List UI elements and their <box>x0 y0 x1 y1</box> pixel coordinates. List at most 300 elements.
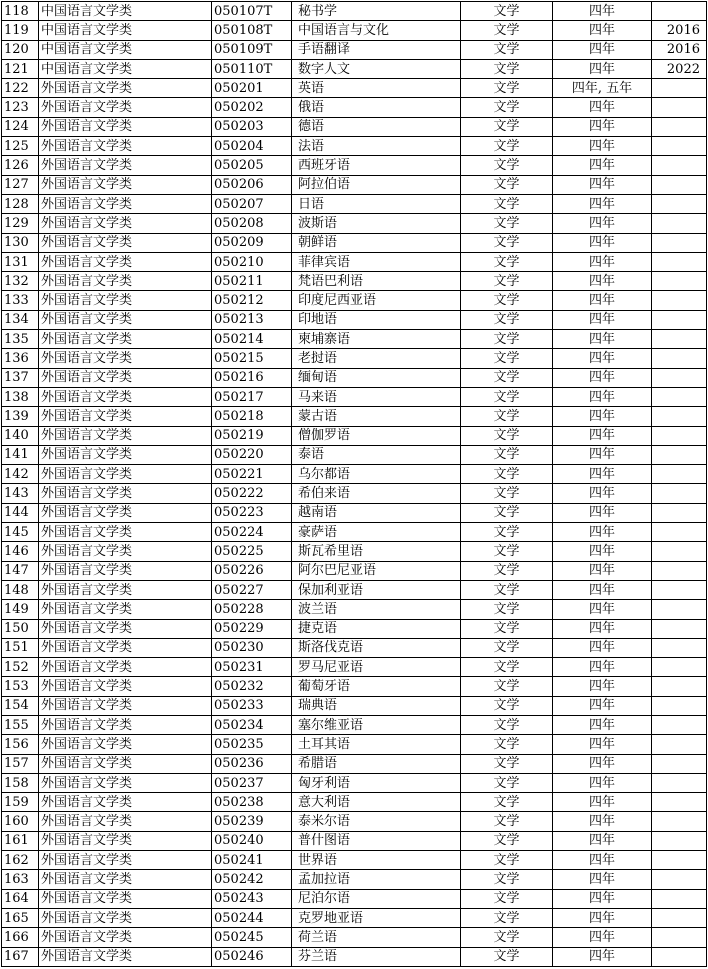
category-cell: 外国语言文学类 <box>39 638 212 657</box>
table-row <box>2 156 707 175</box>
year-added-cell <box>652 137 707 156</box>
code-cell: 050202 <box>212 98 292 117</box>
category-cell: 外国语言文学类 <box>39 117 212 136</box>
table-row <box>2 407 707 426</box>
year-added-cell <box>652 407 707 426</box>
category-cell: 外国语言文学类 <box>39 889 212 908</box>
category-cell: 外国语言文学类 <box>39 793 212 812</box>
category-cell: 外国语言文学类 <box>39 812 212 831</box>
category-cell: 外国语言文学类 <box>39 426 212 445</box>
major-name-cell: 罗马尼亚语 <box>292 658 461 677</box>
code-cell: 050233 <box>212 696 292 715</box>
duration-cell: 四年 <box>553 426 652 445</box>
major-name-cell: 蒙古语 <box>292 407 461 426</box>
discipline-cell: 文学 <box>461 696 553 715</box>
category-cell: 外国语言文学类 <box>39 98 212 117</box>
row-number: 124 <box>2 117 39 136</box>
table-row <box>2 773 707 792</box>
category-cell: 中国语言文学类 <box>39 2 212 21</box>
year-added-cell <box>652 426 707 445</box>
year-added-cell <box>652 214 707 233</box>
major-name-cell: 菲律宾语 <box>292 252 461 271</box>
discipline-cell: 文学 <box>461 793 553 812</box>
table-row <box>2 677 707 696</box>
duration-cell: 四年 <box>553 445 652 464</box>
code-cell: 050228 <box>212 600 292 619</box>
discipline-cell: 文学 <box>461 214 553 233</box>
code-cell: 050204 <box>212 137 292 156</box>
code-cell: 050215 <box>212 349 292 368</box>
discipline-cell: 文学 <box>461 465 553 484</box>
table-row <box>2 754 707 773</box>
category-cell: 外国语言文学类 <box>39 580 212 599</box>
code-cell: 050237 <box>212 773 292 792</box>
code-cell: 050238 <box>212 793 292 812</box>
table-row <box>2 908 707 927</box>
category-cell: 外国语言文学类 <box>39 928 212 947</box>
table-row <box>2 330 707 349</box>
table-row <box>2 137 707 156</box>
year-added-cell <box>652 851 707 870</box>
table-row <box>2 503 707 522</box>
row-number: 133 <box>2 291 39 310</box>
discipline-cell: 文学 <box>461 484 553 503</box>
major-name-cell: 法语 <box>292 137 461 156</box>
discipline-cell: 文学 <box>461 233 553 252</box>
table-row <box>2 658 707 677</box>
table-row <box>2 233 707 252</box>
row-number: 142 <box>2 465 39 484</box>
table-row <box>2 387 707 406</box>
code-cell: 050226 <box>212 561 292 580</box>
discipline-cell: 文学 <box>461 619 553 638</box>
year-added-cell <box>652 503 707 522</box>
discipline-cell: 文学 <box>461 754 553 773</box>
discipline-cell: 文学 <box>461 272 553 291</box>
major-name-cell: 普什图语 <box>292 831 461 850</box>
year-added-cell <box>652 754 707 773</box>
discipline-cell: 文学 <box>461 503 553 522</box>
code-cell: 050110T <box>212 59 292 78</box>
code-cell: 050239 <box>212 812 292 831</box>
category-cell: 外国语言文学类 <box>39 600 212 619</box>
code-cell: 050203 <box>212 117 292 136</box>
table-row <box>2 947 707 966</box>
table-row <box>2 870 707 889</box>
code-cell: 050216 <box>212 368 292 387</box>
major-name-cell: 老挝语 <box>292 349 461 368</box>
table-row <box>2 812 707 831</box>
category-cell: 外国语言文学类 <box>39 947 212 966</box>
duration-cell: 四年 <box>553 677 652 696</box>
row-number: 147 <box>2 561 39 580</box>
discipline-cell: 文学 <box>461 735 553 754</box>
table-row <box>2 465 707 484</box>
row-number: 138 <box>2 387 39 406</box>
discipline-cell: 文学 <box>461 947 553 966</box>
row-number: 128 <box>2 194 39 213</box>
discipline-cell: 文学 <box>461 330 553 349</box>
year-added-cell: 2016 <box>652 40 707 59</box>
category-cell: 外国语言文学类 <box>39 194 212 213</box>
major-name-cell: 孟加拉语 <box>292 870 461 889</box>
code-cell: 050201 <box>212 79 292 98</box>
major-name-cell: 梵语巴利语 <box>292 272 461 291</box>
discipline-cell: 文学 <box>461 715 553 734</box>
major-name-cell: 阿尔巴尼亚语 <box>292 561 461 580</box>
table-body <box>2 2 707 967</box>
category-cell: 外国语言文学类 <box>39 715 212 734</box>
major-name-cell: 俄语 <box>292 98 461 117</box>
category-cell: 外国语言文学类 <box>39 291 212 310</box>
table-row <box>2 59 707 78</box>
row-number: 120 <box>2 40 39 59</box>
row-number: 134 <box>2 310 39 329</box>
table-row <box>2 79 707 98</box>
code-cell: 050211 <box>212 272 292 291</box>
year-added-cell <box>652 947 707 966</box>
major-name-cell: 阿拉伯语 <box>292 175 461 194</box>
year-added-cell <box>652 445 707 464</box>
duration-cell: 四年 <box>553 754 652 773</box>
year-added-cell <box>652 908 707 927</box>
major-name-cell: 数字人文 <box>292 59 461 78</box>
major-name-cell: 斯洛伐克语 <box>292 638 461 657</box>
category-cell: 外国语言文学类 <box>39 368 212 387</box>
major-name-cell: 手语翻译 <box>292 40 461 59</box>
major-name-cell: 日语 <box>292 194 461 213</box>
table-row <box>2 638 707 657</box>
code-cell: 050222 <box>212 484 292 503</box>
year-added-cell <box>652 812 707 831</box>
row-number: 152 <box>2 658 39 677</box>
row-number: 136 <box>2 349 39 368</box>
code-cell: 050223 <box>212 503 292 522</box>
discipline-cell: 文学 <box>461 137 553 156</box>
row-number: 157 <box>2 754 39 773</box>
major-name-cell: 芬兰语 <box>292 947 461 966</box>
row-number: 121 <box>2 59 39 78</box>
major-name-cell: 世界语 <box>292 851 461 870</box>
code-cell: 050219 <box>212 426 292 445</box>
code-cell: 050209 <box>212 233 292 252</box>
table-row <box>2 426 707 445</box>
row-number: 154 <box>2 696 39 715</box>
discipline-cell: 文学 <box>461 928 553 947</box>
duration-cell: 四年 <box>553 908 652 927</box>
row-number: 143 <box>2 484 39 503</box>
year-added-cell <box>652 619 707 638</box>
duration-cell: 四年 <box>553 387 652 406</box>
row-number: 123 <box>2 98 39 117</box>
category-cell: 外国语言文学类 <box>39 272 212 291</box>
row-number: 132 <box>2 272 39 291</box>
table-row <box>2 561 707 580</box>
year-added-cell <box>652 156 707 175</box>
duration-cell: 四年 <box>553 272 652 291</box>
table-row <box>2 291 707 310</box>
table-row <box>2 175 707 194</box>
row-number: 131 <box>2 252 39 271</box>
code-cell: 050242 <box>212 870 292 889</box>
year-added-cell <box>652 638 707 657</box>
duration-cell: 四年 <box>553 889 652 908</box>
discipline-cell: 文学 <box>461 638 553 657</box>
major-name-cell: 土耳其语 <box>292 735 461 754</box>
duration-cell: 四年 <box>553 928 652 947</box>
major-name-cell: 瑞典语 <box>292 696 461 715</box>
duration-cell: 四年 <box>553 98 652 117</box>
code-cell: 050109T <box>212 40 292 59</box>
major-name-cell: 荷兰语 <box>292 928 461 947</box>
code-cell: 050218 <box>212 407 292 426</box>
row-number: 125 <box>2 137 39 156</box>
category-cell: 外国语言文学类 <box>39 79 212 98</box>
row-number: 159 <box>2 793 39 812</box>
duration-cell: 四年 <box>553 793 652 812</box>
major-name-cell: 克罗地亚语 <box>292 908 461 927</box>
table-row <box>2 793 707 812</box>
row-number: 155 <box>2 715 39 734</box>
table-row <box>2 523 707 542</box>
category-cell: 外国语言文学类 <box>39 465 212 484</box>
year-added-cell <box>652 194 707 213</box>
duration-cell: 四年 <box>553 2 652 21</box>
row-number: 141 <box>2 445 39 464</box>
year-added-cell: 2022 <box>652 59 707 78</box>
category-cell: 外国语言文学类 <box>39 542 212 561</box>
code-cell: 050227 <box>212 580 292 599</box>
table-row <box>2 696 707 715</box>
discipline-cell: 文学 <box>461 851 553 870</box>
discipline-cell: 文学 <box>461 773 553 792</box>
category-cell: 外国语言文学类 <box>39 754 212 773</box>
category-cell: 外国语言文学类 <box>39 214 212 233</box>
year-added-cell <box>652 387 707 406</box>
code-cell: 050230 <box>212 638 292 657</box>
row-number: 129 <box>2 214 39 233</box>
code-cell: 050241 <box>212 851 292 870</box>
table-row <box>2 619 707 638</box>
row-number: 119 <box>2 21 39 40</box>
year-added-cell <box>652 272 707 291</box>
duration-cell: 四年 <box>553 330 652 349</box>
code-cell: 050235 <box>212 735 292 754</box>
duration-cell: 四年 <box>553 349 652 368</box>
discipline-cell: 文学 <box>461 2 553 21</box>
year-added-cell <box>652 330 707 349</box>
major-name-cell: 秘书学 <box>292 2 461 21</box>
table-row <box>2 484 707 503</box>
table-row <box>2 600 707 619</box>
category-cell: 外国语言文学类 <box>39 175 212 194</box>
major-name-cell: 中国语言与文化 <box>292 21 461 40</box>
category-cell: 外国语言文学类 <box>39 445 212 464</box>
row-number: 126 <box>2 156 39 175</box>
category-cell: 外国语言文学类 <box>39 851 212 870</box>
table-row <box>2 889 707 908</box>
year-added-cell <box>652 233 707 252</box>
year-added-cell <box>652 561 707 580</box>
code-cell: 050229 <box>212 619 292 638</box>
year-added-cell <box>652 310 707 329</box>
row-number: 167 <box>2 947 39 966</box>
table-row <box>2 831 707 850</box>
year-added-cell <box>652 715 707 734</box>
category-cell: 外国语言文学类 <box>39 735 212 754</box>
discipline-cell: 文学 <box>461 194 553 213</box>
major-name-cell: 捷克语 <box>292 619 461 638</box>
year-added-cell <box>652 368 707 387</box>
major-name-cell: 英语 <box>292 79 461 98</box>
table-row <box>2 715 707 734</box>
discipline-cell: 文学 <box>461 79 553 98</box>
row-number: 127 <box>2 175 39 194</box>
year-added-cell <box>652 523 707 542</box>
year-added-cell <box>652 831 707 850</box>
discipline-cell: 文学 <box>461 677 553 696</box>
table-row <box>2 117 707 136</box>
row-number: 161 <box>2 831 39 850</box>
year-added-cell <box>652 349 707 368</box>
row-number: 139 <box>2 407 39 426</box>
code-cell: 050240 <box>212 831 292 850</box>
major-name-cell: 保加利亚语 <box>292 580 461 599</box>
duration-cell: 四年 <box>553 175 652 194</box>
code-cell: 050220 <box>212 445 292 464</box>
table-row <box>2 21 707 40</box>
duration-cell: 四年, 五年 <box>553 79 652 98</box>
discipline-cell: 文学 <box>461 561 553 580</box>
major-name-cell: 柬埔寨语 <box>292 330 461 349</box>
category-cell: 外国语言文学类 <box>39 252 212 271</box>
year-added-cell <box>652 79 707 98</box>
category-cell: 外国语言文学类 <box>39 330 212 349</box>
duration-cell: 四年 <box>553 851 652 870</box>
category-cell: 外国语言文学类 <box>39 484 212 503</box>
code-cell: 050217 <box>212 387 292 406</box>
duration-cell: 四年 <box>553 214 652 233</box>
code-cell: 050231 <box>212 658 292 677</box>
discipline-cell: 文学 <box>461 407 553 426</box>
year-added-cell <box>652 542 707 561</box>
table-row <box>2 368 707 387</box>
table-row <box>2 310 707 329</box>
major-name-cell: 越南语 <box>292 503 461 522</box>
discipline-cell: 文学 <box>461 831 553 850</box>
duration-cell: 四年 <box>553 156 652 175</box>
discipline-cell: 文学 <box>461 812 553 831</box>
table-row <box>2 2 707 21</box>
year-added-cell <box>652 735 707 754</box>
duration-cell: 四年 <box>553 600 652 619</box>
duration-cell: 四年 <box>553 368 652 387</box>
major-name-cell: 乌尔都语 <box>292 465 461 484</box>
discipline-cell: 文学 <box>461 908 553 927</box>
discipline-cell: 文学 <box>461 175 553 194</box>
duration-cell: 四年 <box>553 947 652 966</box>
year-added-cell <box>652 484 707 503</box>
major-name-cell: 马来语 <box>292 387 461 406</box>
year-added-cell <box>652 600 707 619</box>
discipline-cell: 文学 <box>461 156 553 175</box>
discipline-cell: 文学 <box>461 368 553 387</box>
row-number: 163 <box>2 870 39 889</box>
category-cell: 中国语言文学类 <box>39 21 212 40</box>
duration-cell: 四年 <box>553 59 652 78</box>
row-number: 135 <box>2 330 39 349</box>
table-row <box>2 580 707 599</box>
duration-cell: 四年 <box>553 194 652 213</box>
table-row <box>2 40 707 59</box>
category-cell: 外国语言文学类 <box>39 407 212 426</box>
row-number: 118 <box>2 2 39 21</box>
category-cell: 外国语言文学类 <box>39 696 212 715</box>
code-cell: 050225 <box>212 542 292 561</box>
table-row <box>2 851 707 870</box>
discipline-cell: 文学 <box>461 889 553 908</box>
duration-cell: 四年 <box>553 773 652 792</box>
category-cell: 外国语言文学类 <box>39 310 212 329</box>
duration-cell: 四年 <box>553 523 652 542</box>
year-added-cell <box>652 889 707 908</box>
category-cell: 中国语言文学类 <box>39 59 212 78</box>
year-added-cell <box>652 773 707 792</box>
discipline-cell: 文学 <box>461 445 553 464</box>
major-name-cell: 豪萨语 <box>292 523 461 542</box>
year-added-cell <box>652 98 707 117</box>
category-cell: 外国语言文学类 <box>39 677 212 696</box>
code-cell: 050210 <box>212 252 292 271</box>
category-cell: 外国语言文学类 <box>39 387 212 406</box>
major-name-cell: 波兰语 <box>292 600 461 619</box>
year-added-cell <box>652 465 707 484</box>
discipline-cell: 文学 <box>461 870 553 889</box>
year-added-cell <box>652 658 707 677</box>
table-row <box>2 98 707 117</box>
category-cell: 外国语言文学类 <box>39 156 212 175</box>
table-row <box>2 272 707 291</box>
major-name-cell: 塞尔维亚语 <box>292 715 461 734</box>
code-cell: 050108T <box>212 21 292 40</box>
major-name-cell: 希伯来语 <box>292 484 461 503</box>
major-name-cell: 葡萄牙语 <box>292 677 461 696</box>
category-cell: 外国语言文学类 <box>39 658 212 677</box>
discipline-cell: 文学 <box>461 658 553 677</box>
duration-cell: 四年 <box>553 812 652 831</box>
duration-cell: 四年 <box>553 658 652 677</box>
category-cell: 外国语言文学类 <box>39 503 212 522</box>
row-number: 149 <box>2 600 39 619</box>
row-number: 158 <box>2 773 39 792</box>
discipline-cell: 文学 <box>461 40 553 59</box>
code-cell: 050224 <box>212 523 292 542</box>
year-added-cell <box>652 696 707 715</box>
code-cell: 050243 <box>212 889 292 908</box>
major-name-cell: 印地语 <box>292 310 461 329</box>
row-number: 162 <box>2 851 39 870</box>
duration-cell: 四年 <box>553 619 652 638</box>
duration-cell: 四年 <box>553 137 652 156</box>
code-cell: 050207 <box>212 194 292 213</box>
row-number: 144 <box>2 503 39 522</box>
row-number: 130 <box>2 233 39 252</box>
code-cell: 050206 <box>212 175 292 194</box>
year-added-cell <box>652 677 707 696</box>
row-number: 153 <box>2 677 39 696</box>
discipline-cell: 文学 <box>461 387 553 406</box>
duration-cell: 四年 <box>553 40 652 59</box>
